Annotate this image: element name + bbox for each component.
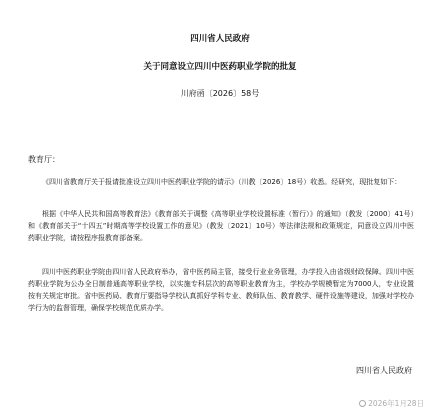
watermark [359, 398, 424, 409]
document-number: 川府函〔2026〕58号 [180, 89, 260, 98]
paragraph-2: 根据《中华人民共和国高等教育法》《教育部关于调整《高等职业学校设置标准（暂行）》的通知》（教发〔2000〕41号）和《教育部关于“十四五”时期高等学校设置工作的意见》（教发〔2021〕10号）等法律法规和政策规定，同意设立四川中医药职业学院，请按程序报教育部备案。 [28, 210, 414, 242]
weibo-icon [359, 400, 366, 407]
document-title: 关于同意设立四川中医药职业学院的批复 [143, 62, 297, 72]
signature: 四川省人民政府 [356, 366, 412, 375]
watermark-text: 2026年1月28日 [368, 399, 424, 408]
salutation: 教育厅： [28, 155, 60, 164]
paragraph-3: 四川中医药职业学院由四川省人民政府举办，省中医药局主管，接受行业业务管理，办学投入由省级财政保障。四川中医药职业学院为公办全日制普通高等职业学校，以实施专科层次的高等职业教育为主，学校办学规模暂定为7000人，专业设置按有关规定审批。省中医药局、教育厅要指导学校认真抓好学科专业、教师队伍、教育教学、硬件设施等建设，加强对学校办学行为的监督管理，确保学校规范优质办学。 [28, 268, 414, 312]
issuer-name: 四川省人民政府 [190, 34, 250, 44]
paragraph-1: 《四川省教育厅关于报请批准设立四川中医药职业学院的请示》（川教〔2026〕18号）收悉。经研究，现批复如下： [42, 178, 402, 186]
